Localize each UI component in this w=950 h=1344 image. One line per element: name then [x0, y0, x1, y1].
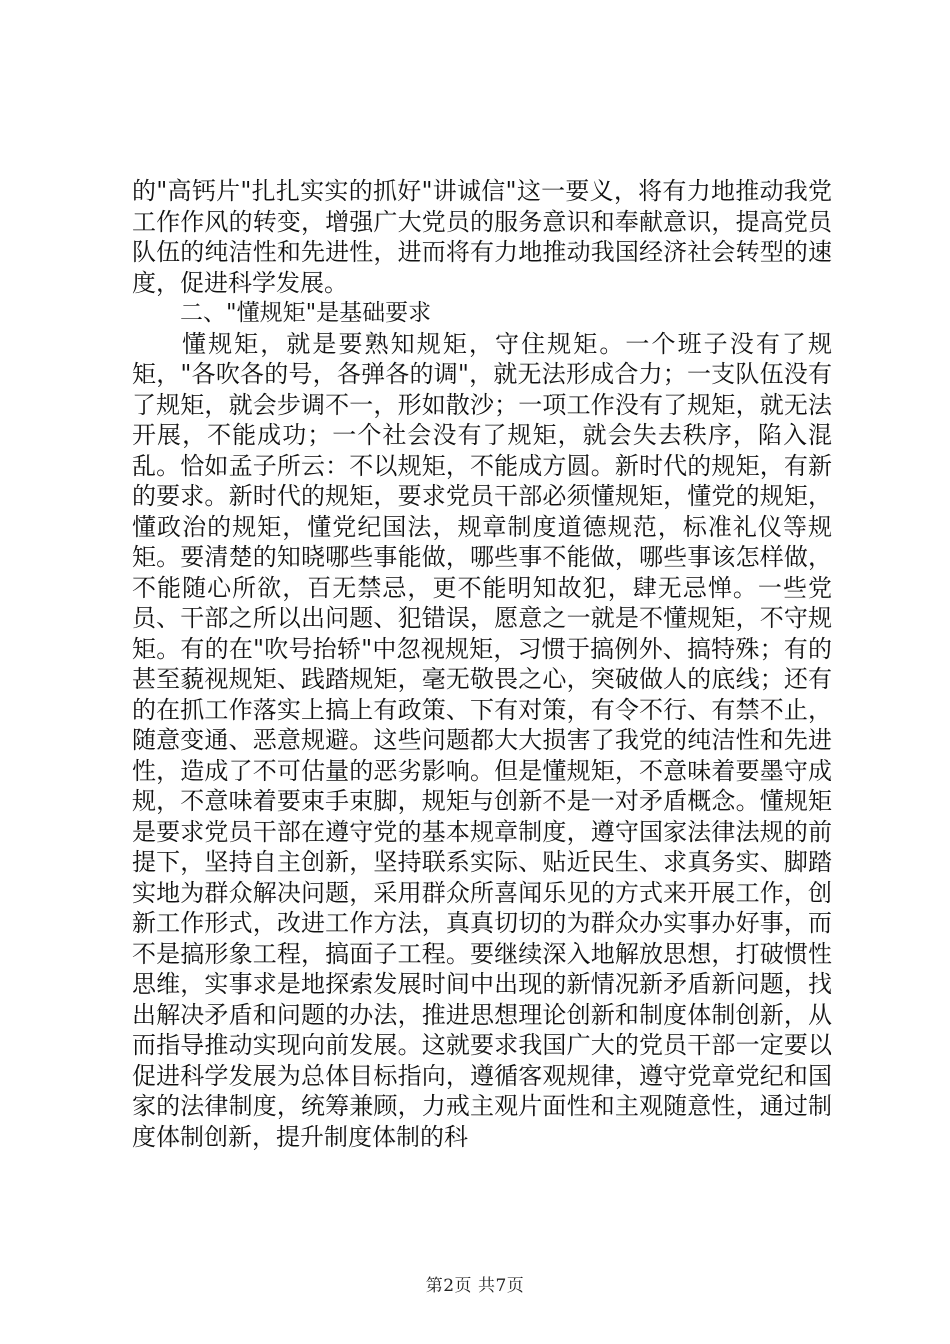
document-body: [132, 176, 832, 1152]
section-heading: 二、"懂规矩"是基础要求: [180, 300, 432, 326]
paragraph-continuation: 的"高钙片"扎扎实实的抓好"讲诚信"这一要义，将有力地推动我党工作作风的转变，增强广大党员的服务意识和奉献意识，提高党员队伍的纯洁性和先进性，进而将有力地推动我国经济社会转型的速度，促进科学发展。: [132, 177, 832, 297]
page-number-footer: 第2页 共7页: [425, 1276, 525, 1296]
paragraph-section-body: 懂规矩，就是要熟知规矩，守住规矩。一个班子没有了规矩，"各吹各的号，各弹各的调"，就无法形成合力；一支队伍没有了规矩，就会步调不一，形如散沙；一项工作没有了规矩，就无法开展，不能成功；一个社会没有了规矩，就会失去秩序，陷入混乱。恰如孟子所云：不以规矩，不能成方圆。新时代的规矩，有新的要求。新时代的规矩，要求党员干部必须懂规矩，懂党的规矩，懂政治的规矩，懂党纪国法，规章制度道德规范，标准礼仪等规矩。要清楚的知晓哪些事能做，哪些事不能做，哪些事该怎样做，不能随心所欲，百无禁忌，更不能明知故犯，肆无忌惮。一些党员、干部之所以出问题、犯错误，愿意之一就是不懂规矩，不守规矩。有的在"吹号抬轿"中忽视规矩，习惯于搞例外、搞特殊；有的甚至藐视规矩、践踏规矩，毫无敬畏之心，突破做人的底线；还有的在抓工作落实上搞上有政策、下有对策，有令不行、有禁不止，随意变通、恶意规避。这些问题都大大损害了我党的纯洁性和先进性，造成了不可估量的恶劣影响。但是懂规矩，不意味着要墨守成规，不意味着要束手束脚，规矩与创新不是一对矛盾概念。懂规矩是要求党员干部在遵守党的基本规章制度，遵守国家法律法规的前提下，坚持自主创新，坚持联系实际、贴近民生、求真务实、脚踏实地为群众解决问题，采用群众所喜闻乐见的方式来开展工作，创新工作形式，改进工作方法，真真切切的为群众办实事办好事，而不是搞形象工程，搞面子工程。要继续深入地解放思想，打破惯性思维，实事求是地探索发展时间中出现的新情况新矛盾新问题，找出解决矛盾和问题的办法，推进思想理论创新和制度体制创新，从而指导推动实现向前发展。这就要求我国广大的党员干部一定要以促进科学发展为总体目标指向，遵循客观规律，遵守党章党纪和国家的法律制度，统筹兼顾，力戒主观片面性和主观随意性，通过制度体制创新，提升制度体制的科: [132, 329, 832, 1151]
